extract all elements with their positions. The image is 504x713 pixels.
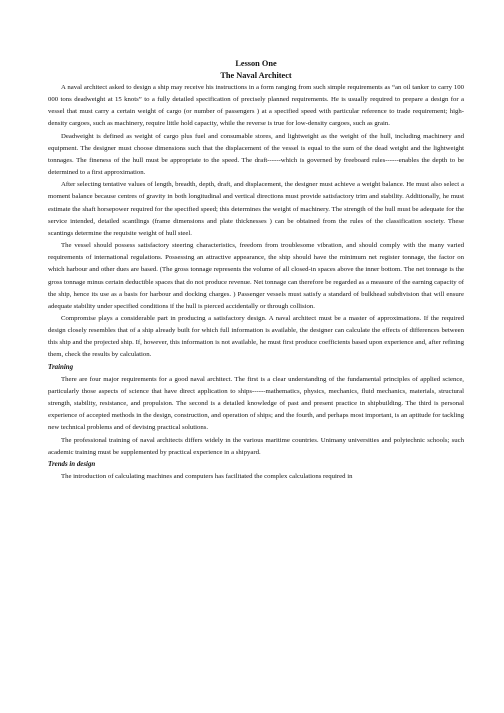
paragraph: There are four major requirements for a good naval architect. The first is a clear understanding of the fundamental principles of applied science, particularly those aspects of science that have direct application to ships------mathematics, physics, mechanics, fluid mechanics, materials, structural strength, stability, resistance, and propulsion. The second is a detailed knowledge of past and present practice in shipbuilding. The third is personal experience of accepted methods in the design, construction, and operation of ships; and the fourth, and perhaps most important, is an aptitude for tackling new technical problems and of devising practical solutions. [48,375,464,432]
document-title: The Naval Architect [220,71,292,80]
section-heading-training: Training [48,363,74,371]
lesson-number: Lesson One [235,59,277,68]
paragraph: After selecting tentative values of length, breadth, depth, draft, and displacement, the designer must achieve a weight balance. He must also select a moment balance because centres of gravity in both longitudinal and vertical directions must provide satisfactory trim and stability. Additionally, he must estimate the shaft horsepower required for the specified speed; this determines the weight of machinery. The strength of the hull must be adequate for the service intended, detailed scantlings (frame dimensions and plate thicknesses ) can be obtained from the rules of the classification society. These scantings determine the requisite weight of hull steel. [48,181,464,237]
paragraph: A naval architect asked to design a ship may receive his instructions in a form ranging from such simple requirements as “an oil tanker to carry 100 000 tons deadweight at 15 knots” to a fully detailed specification of precisely planned requirements. He is usually required to prepare a design for a vessel that must carry a certain weight of cargo (or number of passengers ) at a specified speed with particular reference to trade requirement; high-density cargoes, such as machinery, require little hold capacity, while the reverse is true for low-density cargoes, such as grain. [48,84,464,128]
section-heading-trends: Trends in design [48,460,96,468]
paragraph: Deadweight is defined as weight of cargo plus fuel and consumable stores, and lightweight as the weight of the hull, including machinery and equipment. The designer must choose dimensions such that the displacement of the vessel is equal to the sum of the dead weight and the lightweight tonnages. The fineness of the hull must be appropriate to the speed. The draft------which is governed by freeboard rules------enables the depth to be determined to a first approximation. [48,132,464,177]
paragraph: The professional training of naval architects differs widely in the various maritime countries. Unimany universities and polytechnic schools; such academic training must be supplemented by practical experience in a shipyard. [48,436,464,456]
paragraph: The vessel should possess satisfactory steering characteristics, freedom from troublesome vibration, and should comply with the many varied requirements of international regulations. Possessing an attractive appearance, the ship should have the minimum net register tonnage, the factor on which harbour and other dues are based. (The gross tonnage represents the volume of all closed-in spaces above the inner bottom. The net tonnage is the gross tonnage minus certain deductible spaces that do not produce revenue. Net tonnage can therefore be regarded as a measure of the earning capacity of the ship, hence its use as a basis for harbour and docking charges. ) Passenger vessels must satisfy a standard of bulkhead subdivision that will ensure adequate stability under specified conditions if the hull is pierced accidentally or through collision. [48,242,464,310]
paragraph: The introduction of calculating machines and computers has facilitated the complex calculations required in [61,473,353,480]
paragraph: Compromise plays a considerable part in producing a satisfactory design. A naval architect must be a master of approximations. If the required design closely resembles that of a ship already built for which full information is available, the designer can calculate the effects of differences between this ship and the projected ship. If, however, this information is not available, he must first produce coefficients based upon experience and, after refining them, check the results by calculation. [48,314,464,359]
